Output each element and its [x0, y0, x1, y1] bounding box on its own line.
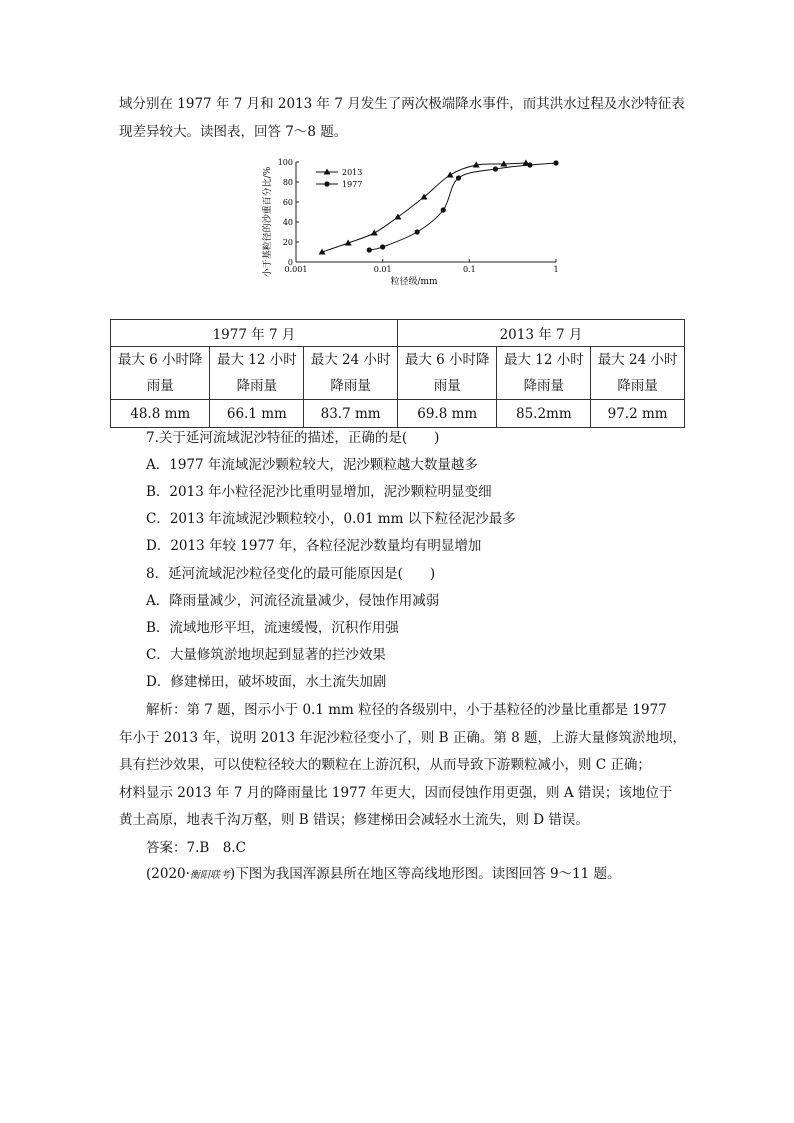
col-header: 最大 24 小时 降雨量 [304, 347, 398, 400]
q7-option-b: B．2013 年小粒径泥沙比重明显增加，泥沙颗粒明显变细 [146, 484, 492, 500]
data-point-2013 [447, 172, 454, 178]
q8-option-b: B．流域地形平坦，流速缓慢，沉积作用强 [146, 620, 399, 636]
y-tick-label: 100 [277, 158, 293, 167]
particle-size-chart [256, 150, 576, 290]
data-point-1977 [527, 162, 532, 167]
group-header-2013: 2013 年 7 月 [397, 320, 684, 347]
table-cell: 83.7 mm [304, 400, 398, 428]
data-point-1977 [380, 244, 385, 249]
answer-line: 答案：7.B 8.C [146, 840, 247, 856]
y-tick-label: 40 [282, 218, 293, 227]
analysis-line: 具有拦沙效果，可以使粒径较大的颗粒在上游沉积，从而导致下游颗粒减小，则 C 正确； [119, 757, 651, 773]
q8-stem: 8．延河流域泥沙粒径变化的最可能原因是( ) [146, 566, 436, 582]
q8-option-a: A．降雨量减少，河流径流量减少，侵蚀作用减弱 [146, 593, 440, 609]
analysis-line: 解析：第 7 题，图示小于 0.1 mm 粒径的各级别中，小于基粒径的沙量比重都是 1977 [146, 702, 667, 718]
table-cell: 85.2mm [497, 400, 591, 428]
x-tick-label: 1 [553, 265, 559, 274]
table-cell: 66.1 mm [210, 400, 304, 428]
chart-xlabel: 粒径级/mm [390, 277, 438, 287]
analysis-line: 材料显示 2013 年 7 月的降雨量比 1977 年更大，因而侵蚀作用更强，则 A 错误；该地位于 [119, 785, 673, 801]
analysis-line: 黄土高原，地表千沟万壑，则 B 错误；修建梯田会减轻水土流失，则 D 错误。 [119, 812, 589, 828]
q8-option-d: D．修建梯田，破坏坡面，水土流失加剧 [146, 674, 387, 690]
intro-line-2: 现差异较大。读图表，回答 7～8 题。 [119, 124, 348, 140]
data-point-1977 [493, 166, 498, 171]
q7-option-a: A．1977 年流域泥沙颗粒较大，泥沙颗粒越大数量越多 [146, 457, 478, 473]
table-cell: 48.8 mm [111, 400, 210, 428]
chart-axes [278, 158, 559, 274]
source-label: 衡阳联考 [189, 870, 230, 881]
x-tick-label: 0.1 [462, 265, 476, 274]
y-tick-label: 20 [282, 238, 293, 247]
col-header: 最大 6 小时降 雨量 [111, 347, 210, 400]
data-point-1977 [553, 160, 558, 165]
y-tick-label: 80 [282, 178, 293, 187]
group-header-1977: 1977 年 7 月 [111, 320, 398, 347]
chart-legend [316, 168, 362, 189]
col-header: 最大 12 小时 降雨量 [497, 347, 591, 400]
x-tick-label: 0.01 [373, 265, 392, 274]
intro-line-1: 域分别在 1977 年 7 月和 2013 年 7 月发生了两次极端降水事件，而其洪水过程及水沙特征表 [119, 96, 685, 112]
q7-stem: 7.关于延河流域泥沙特征的描述，正确的是( ) [146, 430, 440, 446]
analysis-line: 年小于 2013 年，说明 2013 年泥沙粒径变小了，则 B 正确。第 8 题，上游大量修筑淤地坝， [119, 730, 687, 746]
series-line-1977 [369, 163, 556, 250]
col-header: 最大 6 小时降 雨量 [397, 347, 496, 400]
col-header: 最大 24 小时 降雨量 [591, 347, 685, 400]
data-point-1977 [367, 247, 372, 252]
table-cell: 97.2 mm [591, 400, 685, 428]
chart-ylabel: 小于基粒径的沙重百分比/% [263, 166, 273, 278]
rainfall-table [110, 319, 685, 428]
y-tick-label: 60 [282, 198, 293, 207]
x-tick-label: 0.001 [284, 265, 308, 274]
data-point-1977 [456, 175, 461, 180]
data-point-1977 [415, 229, 420, 234]
col-header: 最大 12 小时 降雨量 [210, 347, 304, 400]
data-point-2013 [394, 214, 401, 220]
data-point-2013 [371, 230, 378, 236]
q7-option-c: C．2013 年流域泥沙颗粒较小，0.01 mm 以下粒径泥沙最多 [146, 511, 516, 527]
table-cell: 69.8 mm [397, 400, 496, 428]
q8-option-c: C．大量修筑淤地坝起到显著的拦沙效果 [146, 647, 386, 663]
legend-label-1977: 1977 [342, 180, 363, 189]
y-tick-label: 0 [287, 258, 293, 267]
q7-option-d: D．2013 年较 1977 年，各粒径泥沙数量均有明显增加 [146, 538, 482, 554]
next-question-intro: (2020·衡阳联考)下图为我国浑源县所在地区等高线地形图。读图回答 9～11 题。 [146, 866, 621, 882]
data-point-1977 [324, 181, 329, 186]
legend-label-2013: 2013 [342, 168, 363, 177]
data-point-1977 [441, 207, 446, 212]
